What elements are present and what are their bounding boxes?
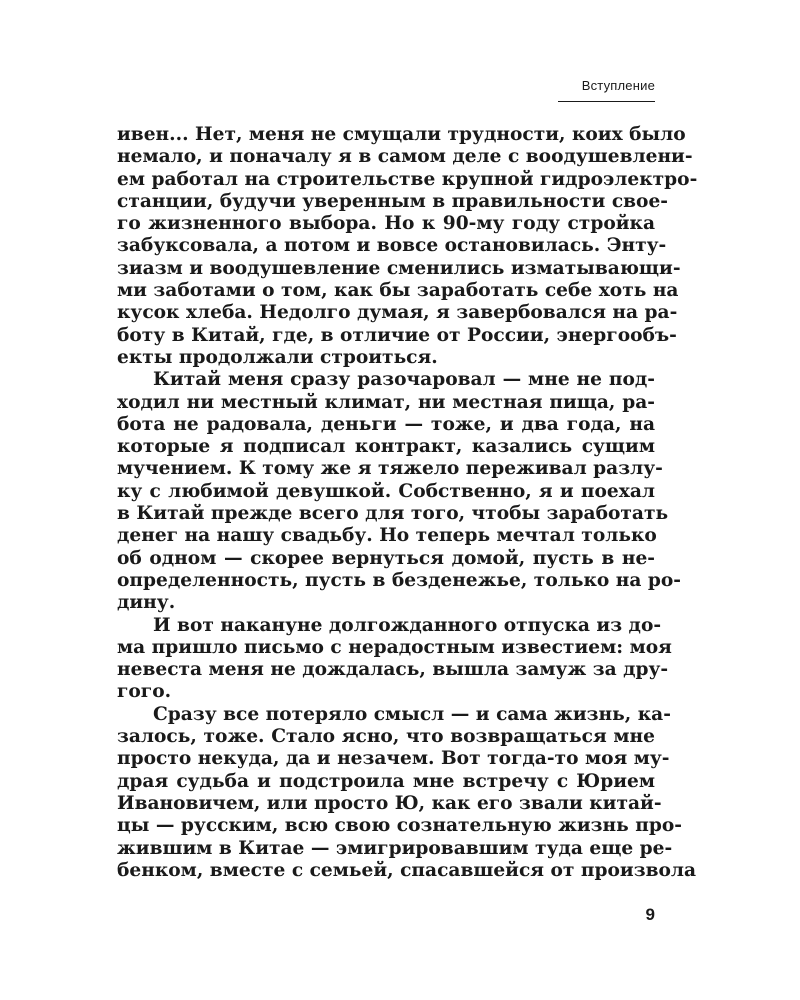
text-line: просто некуда, да и незачем. Вот тогда-то моя му- — [117, 748, 670, 770]
text-line: определенность, пусть в безденежье, только на ро- — [117, 569, 682, 591]
text-line: екты продолжали строиться. — [117, 346, 438, 368]
text-line: в Китай прежде всего для того, чтобы заработать — [117, 503, 669, 525]
text-line: го жизненного выбора. Но к 90-му году стройка — [117, 213, 655, 235]
header-rule — [558, 101, 655, 102]
text-line: Сразу все потеряло смысл — и сама жизнь, ка- — [153, 703, 671, 725]
text-line: драя судьба и подстроила мне встречу с Юрием — [117, 770, 655, 792]
paragraph-1 — [117, 124, 698, 369]
text-line: бота не радовала, деньги — тоже, и два года, на — [117, 413, 655, 435]
page-number: 9 — [645, 905, 655, 924]
text-line: гого. — [117, 681, 172, 703]
text-line: бенком, вместе с семьей, спасавшейся от произвола — [117, 859, 697, 881]
text-line: Ивановичем, или просто Ю, как его звали китай- — [117, 792, 662, 814]
text-line: невеста меня не дождалась, вышла замуж за дру- — [117, 659, 669, 681]
text-line: ем работал на строительстве крупной гидроэлектро- — [117, 168, 698, 190]
text-line: зиазм и воодушевление сменились изматывающи- — [117, 257, 681, 279]
text-line: ку с любимой девушкой. Собственно, я и поехал — [117, 480, 655, 502]
text-line: ма пришло письмо с нерадостным известием: моя — [117, 636, 672, 658]
text-line: залось, тоже. Стало ясно, что возвращаться мне — [117, 726, 655, 748]
text-line: И вот накануне долгожданного отпуска из до- — [153, 614, 662, 636]
body-text — [117, 124, 698, 882]
text-line: Китай меня сразу разочаровал — мне не под- — [153, 369, 655, 391]
text-line: кусок хлеба. Недолго думая, я завербовался на ра- — [117, 302, 678, 324]
text-line: немало, и поначалу я в самом деле с воодушевлени- — [117, 146, 693, 168]
text-line: боту в Китай, где, в отличие от России, энергообъ- — [117, 324, 677, 346]
text-line: забуксовала, а потом и вовсе остановилась. Энту- — [117, 235, 667, 257]
paragraph-3 — [117, 614, 672, 704]
paragraph-4 — [117, 703, 697, 882]
paragraph-2 — [117, 369, 682, 614]
text-line: об одном — скорее вернуться домой, пусть в не- — [117, 547, 655, 569]
text-line: денег на нашу свадьбу. Но теперь мечтал только — [117, 525, 657, 547]
text-line: жившим в Китае — эмигрировавшим туда еще ре- — [117, 837, 673, 859]
text-line: ходил ни местный климат, ни местная пища, ра- — [117, 391, 655, 413]
text-line: ивен... Нет, меня не смущали трудности, коих было — [117, 124, 686, 145]
text-line: которые я подписал контракт, казались сущим — [117, 436, 655, 458]
text-line: ми заботами о том, как бы заработать себе хоть на — [117, 280, 679, 302]
text-line: станции, будучи уверенным в правильности свое- — [117, 190, 669, 212]
text-line: мучением. К тому же я тяжело переживал разлу- — [117, 458, 663, 480]
running-head: Вступление — [581, 78, 655, 93]
text-line: цы — русским, всю свою сознательную жизнь про- — [117, 815, 682, 837]
text-line: дину. — [117, 592, 176, 614]
